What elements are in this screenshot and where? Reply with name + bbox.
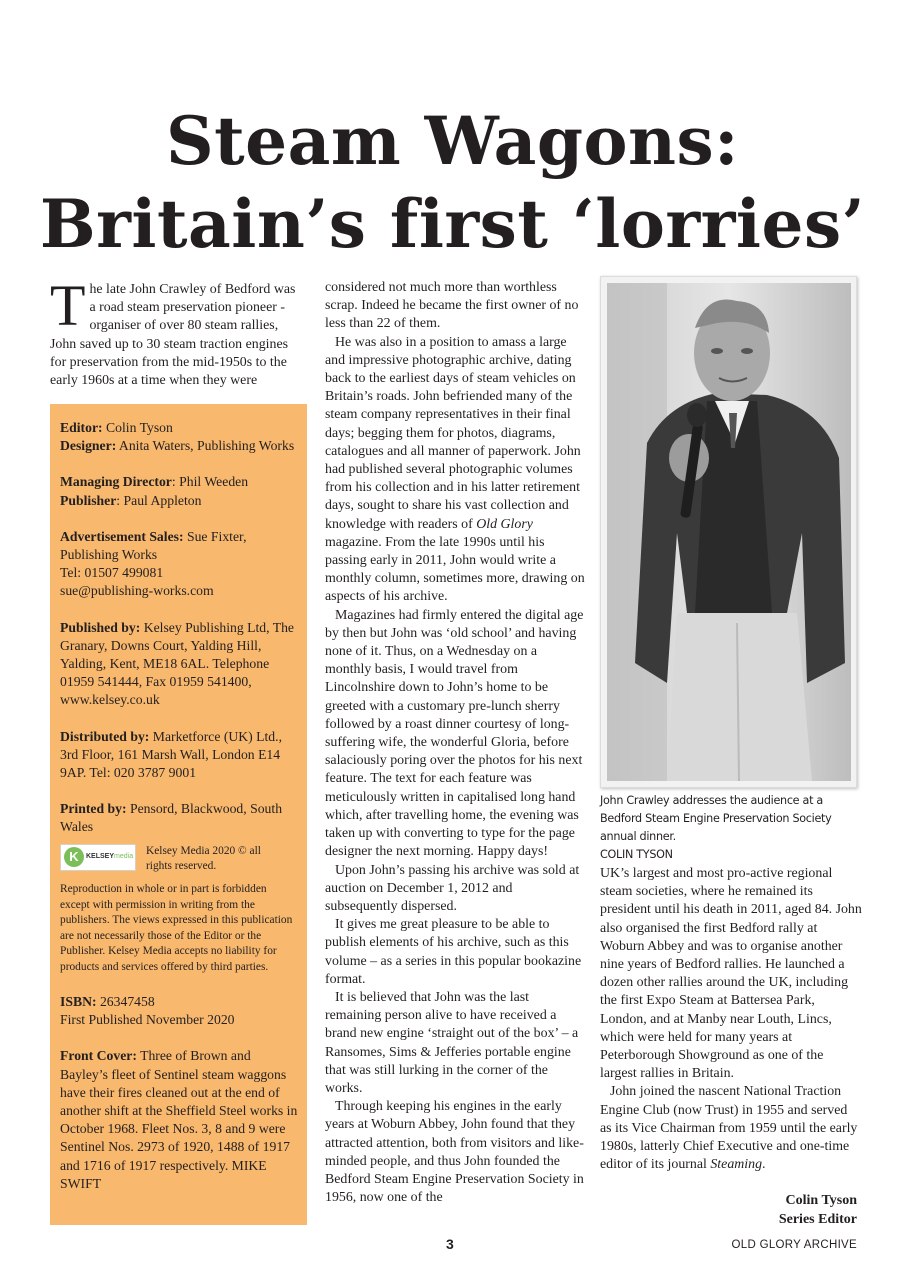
photo-credit: COLIN TYSON: [600, 848, 673, 861]
distributed-label: Distributed by:: [60, 728, 150, 744]
first-published: First Published November 2020: [60, 1012, 235, 1028]
cover-value: Three of Brown and Bayley’s fleet of Sentinel steam waggons have their fires cleaned out at the end of another shift at the Sheffield Steel works in October 1968. Fleet Nos. 3, 8 and 9 were Sentinel Nos. 2973 of 1920, 1488 of 1917 and 1716 of 1917 respectively. MIKE SWIFT: [60, 1048, 298, 1191]
published-label: Published by:: [60, 619, 141, 635]
col3-para-1: UK’s largest and most pro-active regional steam societies, where he remained its president until his death in 2011, aged 84. John also organised the first Bedford rally at Woburn Abbey and was to organise another nine years of Bedford rallies. He launched a dozen other rallies around the UK, including the first Expo Steam at Battersea Park, London, and at Manby near Louth, Lincs, which were held for many years at Peterborough Showground as one of the largest rallies in Britain.: [600, 866, 862, 1082]
credits-box: [50, 404, 307, 1225]
copyright: Kelsey Media 2020 © all rights reserved.: [146, 844, 261, 873]
caption-text: John Crawley addresses the audience at a Bedford Steam Engine Preservation Society annual dinner.: [600, 794, 832, 843]
printed-label: Printed by:: [60, 801, 127, 817]
editor-value: Colin Tyson: [102, 420, 173, 435]
cover-label: Front Cover:: [60, 1048, 137, 1064]
col2-para-3: Magazines had firmly entered the digital age by then but John was ‘old school’ and having none of it. Thus, on a Wednesday on a monthly basis, I would travel from Lincolnshire down to John’s home to be greeted with a customary pre-lunch sherry followed by a roast dinner courtesy of long-suffering wife, the wonderful Gloria, before salaciously poring over the photos for his next feature. The text for each feature was meticulously written in capitalised long hand which, after travelling home, the evening was taken up with converting to type for the page designer the next morning. Happy days!: [325, 607, 584, 860]
col2-para-6: It is believed that John was the last remaining person alive to have received a brand new engine ‘straight out of the box’ – a Ransomes, Sims & Jefferies portable engine that was still lurking in the corner of the works.: [325, 989, 579, 1096]
md-value: : Phil Weeden: [171, 474, 249, 490]
logo-text-2: media: [114, 853, 134, 861]
col2-para-4: Upon John’s passing his archive was sold at auction on December 1, 2012 and subsequently dispersed.: [325, 862, 580, 914]
drop-cap: T: [50, 273, 86, 338]
designer-label: Designer:: [60, 438, 117, 454]
printed-value: Pensord, Blackwood, South Wales: [60, 801, 283, 835]
ads-tel: Tel: 01507 499081: [60, 565, 164, 581]
kelsey-logo: [60, 844, 136, 871]
col2-para-2: He was also in a position to amass a large and impressive photographic archive, dating back to the earliest days of steam vehicles on Britain’s roads. John befriended many of the steam company representatives in their final days; begging them for photos, diagrams, catalogues and all manner of paperwork. John had published several photographic volumes from his collection and in his latter retirement days, sought to share his vast collection and knowledge with readers of Old Glory magazine. From the late 1990s until his passing early in 2011, John would write a monthly column, sometimes more, drawing on aspects of his archive.: [325, 334, 585, 605]
publication-footer: OLD GLORY ARCHIVE: [731, 1239, 857, 1251]
ads-email: sue@publishing-works.com: [60, 583, 214, 599]
col2-para-7: Through keeping his engines in the early years at Woburn Abbey, John found that they attracted attention, both from visitors and like-minded people, and thus John founded the Bedford Steam Engine Preservation Society in 1956, now one of the: [325, 1099, 584, 1206]
signoff-role: Series Editor: [778, 1211, 857, 1227]
page-title: [0, 100, 905, 266]
article-column-3: [600, 865, 862, 1174]
kelsey-k-icon: K: [64, 847, 84, 867]
john-crawley-photo: [600, 276, 857, 788]
title-line-1: Steam Wagons:: [165, 102, 740, 180]
title-line-2: Britain’s first ‘lorries’: [39, 185, 866, 263]
ads-label: Advertisement Sales:: [60, 528, 184, 544]
isbn-label: ISBN:: [60, 993, 97, 1009]
logo-text: KELSEY: [86, 853, 115, 861]
designer-value: Anita Waters, Publishing Works: [116, 438, 295, 454]
distributed-value: Marketforce (UK) Ltd., 3rd Floor, 161 Marsh Wall, London E14 9AP. Tel: 020 3787 9001: [60, 728, 282, 781]
publisher-label: Publisher: [60, 492, 117, 508]
signoff: [779, 1192, 857, 1229]
intro-column: [50, 273, 304, 390]
published-value: Kelsey Publishing Ltd, The Granary, Downs Court, Yalding Hill, Yalding, Kent, ME18 6AL. Telephone 01959 541444, Fax 01959 541400, www.kelsey.co.uk: [60, 619, 294, 708]
article-column-2: [325, 279, 585, 1207]
md-label: Managing Director: [60, 474, 172, 490]
reproduction-notice: Reproduction in whole or in part is forbidden except with permission in writing from the publishers. The views expressed in this publication are not necessarily those of the Editor or the Publisher. Kelsey Media accepts no liability for products and services offered by third parties.: [60, 883, 293, 973]
intro-text: he late John Crawley of Bedford was a road steam preservation pioneer - organiser of over 80 steam rallies, John saved up to 30 steam traction engines for preservation from the mid-1950s to the early 1960s at a time when they were: [50, 282, 296, 389]
photo-caption: [600, 792, 862, 864]
publisher-value: : Paul Appleton: [116, 492, 202, 508]
signoff-name: Colin Tyson: [785, 1193, 857, 1208]
col2-para-5: It gives me great pleasure to be able to publish elements of his archive, such as this volume – as a series in this popular bookazine format.: [325, 917, 582, 987]
page-number: 3: [446, 1236, 454, 1252]
editor-label: Editor:: [60, 420, 103, 435]
photo-image: [607, 283, 851, 781]
col2-para-1: considered not much more than worthless scrap. Indeed he became the first owner of no less than 22 of them.: [325, 280, 579, 332]
isbn-value: 26347458: [96, 993, 155, 1009]
ads-value: Sue Fixter, Publishing Works: [60, 528, 247, 563]
col3-para-2: John joined the nascent National Traction Engine Club (now Trust) in 1955 and served as its Vice Chairman from 1959 until the early 1980s, latterly Chief Executive and one-time editor of its journal Steaming.: [600, 1084, 858, 1173]
